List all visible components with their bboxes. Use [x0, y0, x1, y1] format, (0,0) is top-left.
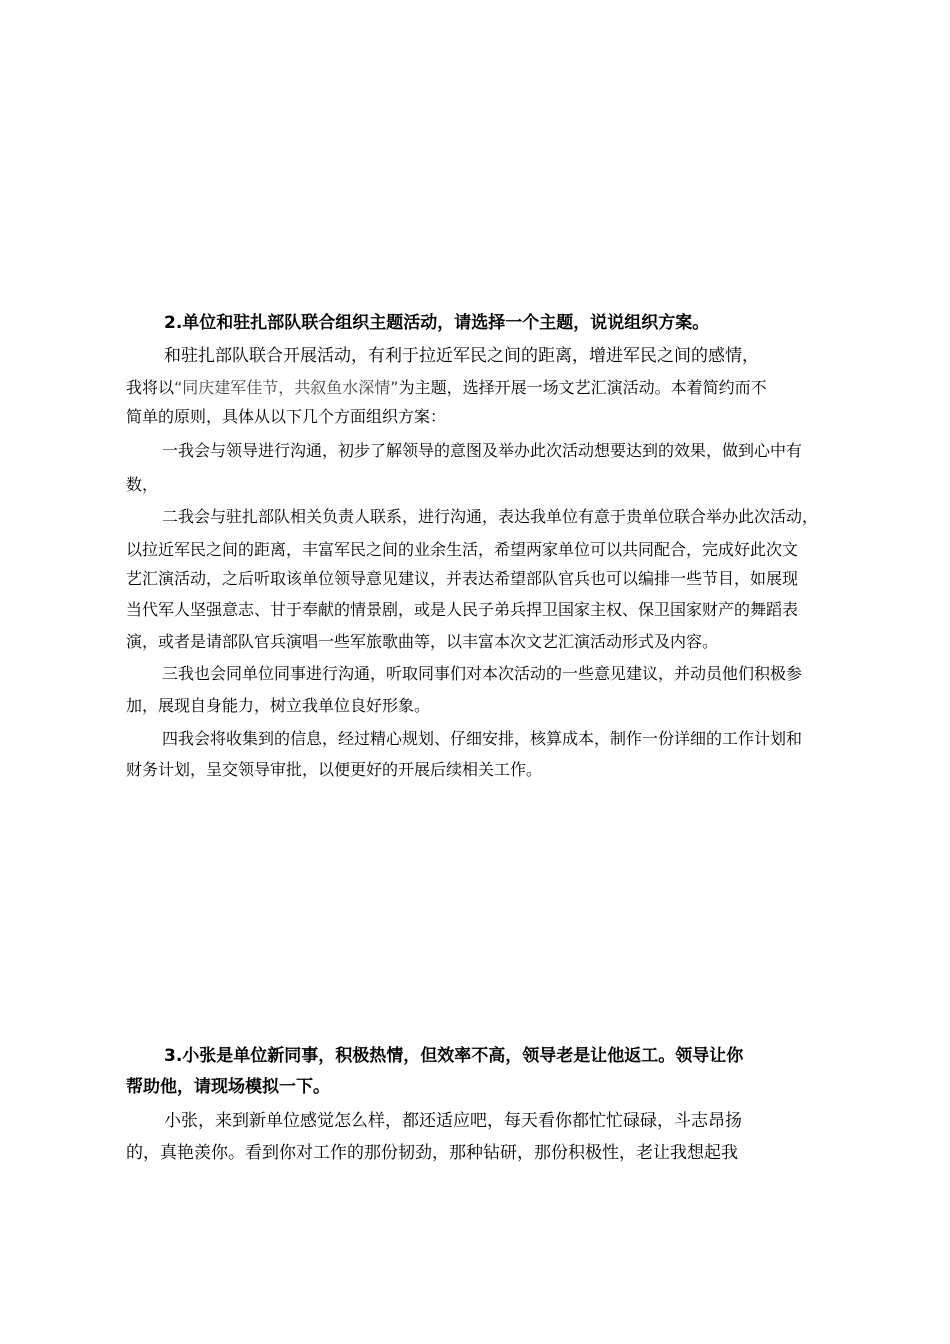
question-3-answer-line-2: 的，真艳羡你。看到你对工作的那份韧劲，那种钻研，那份积极性，老让我想起我 — [126, 1143, 738, 1163]
step-1-line-2: 数， — [126, 475, 159, 494]
question-3-heading-line-2: 帮助他，请现场模拟一下。 — [126, 1077, 330, 1097]
question-3-heading-line-1: 3.小张是单位新同事，积极热情，但效率不高，领导老是让他返工。领导让你 — [164, 1046, 744, 1066]
question-2-heading: 2.单位和驻扎部队联合组织主题活动，请选择一个主题，说说组织方案。 — [164, 313, 710, 333]
question-3-answer-line-1: 小张，来到新单位感觉怎么样，都还适应吧，每天看你都忙忙碌碌，斗志昂扬 — [164, 1111, 742, 1131]
step-2-line-4: 当代军人坚强意志、甘于奉献的情景剧，或是人民子弟兵捍卫国家主权、保卫国家财产的舞蹈表 — [126, 600, 799, 619]
question-2-intro-line-3: 简单的原则，具体从以下几个方面组织方案： — [126, 407, 447, 426]
intro-text-c: 为主题，选择开展一场文艺汇演活动。本着简约而不 — [398, 378, 767, 397]
step-1-line-1: 一我会与领导进行沟通，初步了解领导的意图及举办此次活动想要达到的效果，做到心中有 — [162, 441, 803, 460]
step-3-line-1: 三我也会同单位同事进行沟通，听取同事们对本次活动的一些意见建议，并动员他们积极参 — [162, 664, 803, 683]
question-2-intro-line-1: 和驻扎部队联合开展活动，有利于拉近军民之间的距离，增进军民之间的感情， — [164, 346, 759, 366]
theme-quote: “同庆建军佳节，共叙鱼水深情” — [174, 378, 399, 397]
step-4-line-1: 四我会将收集到的信息，经过精心规划、仔细安排，核算成本，制作一份详细的工作计划和 — [162, 729, 803, 748]
intro-text-a: 我将以 — [126, 378, 175, 397]
step-3-line-2: 加，展现自身能力，树立我单位良好形象。 — [126, 696, 431, 715]
step-2-line-5: 演，或者是请部队官兵演唱一些军旅歌曲等，以丰富本次文艺汇演活动形式及内容。 — [126, 632, 719, 651]
step-2-line-1: 二我会与驻扎部队相关负责人联系，进行沟通，表达我单位有意于贵单位联合举办此次活动， — [162, 507, 819, 526]
step-2-line-3: 艺汇演活动，之后听取该单位领导意见建议，并表达希望部队官兵也可以编排一些节目，如展现 — [126, 569, 799, 588]
step-2-line-2: 以拉近军民之间的距离，丰富军民之间的业余生活，希望两家单位可以共同配合，完成好此次文 — [126, 540, 799, 559]
step-4-line-2: 财务计划，呈交领导审批，以便更好的开展后续相关工作。 — [126, 760, 543, 779]
question-2-intro-line-2 — [126, 380, 767, 396]
